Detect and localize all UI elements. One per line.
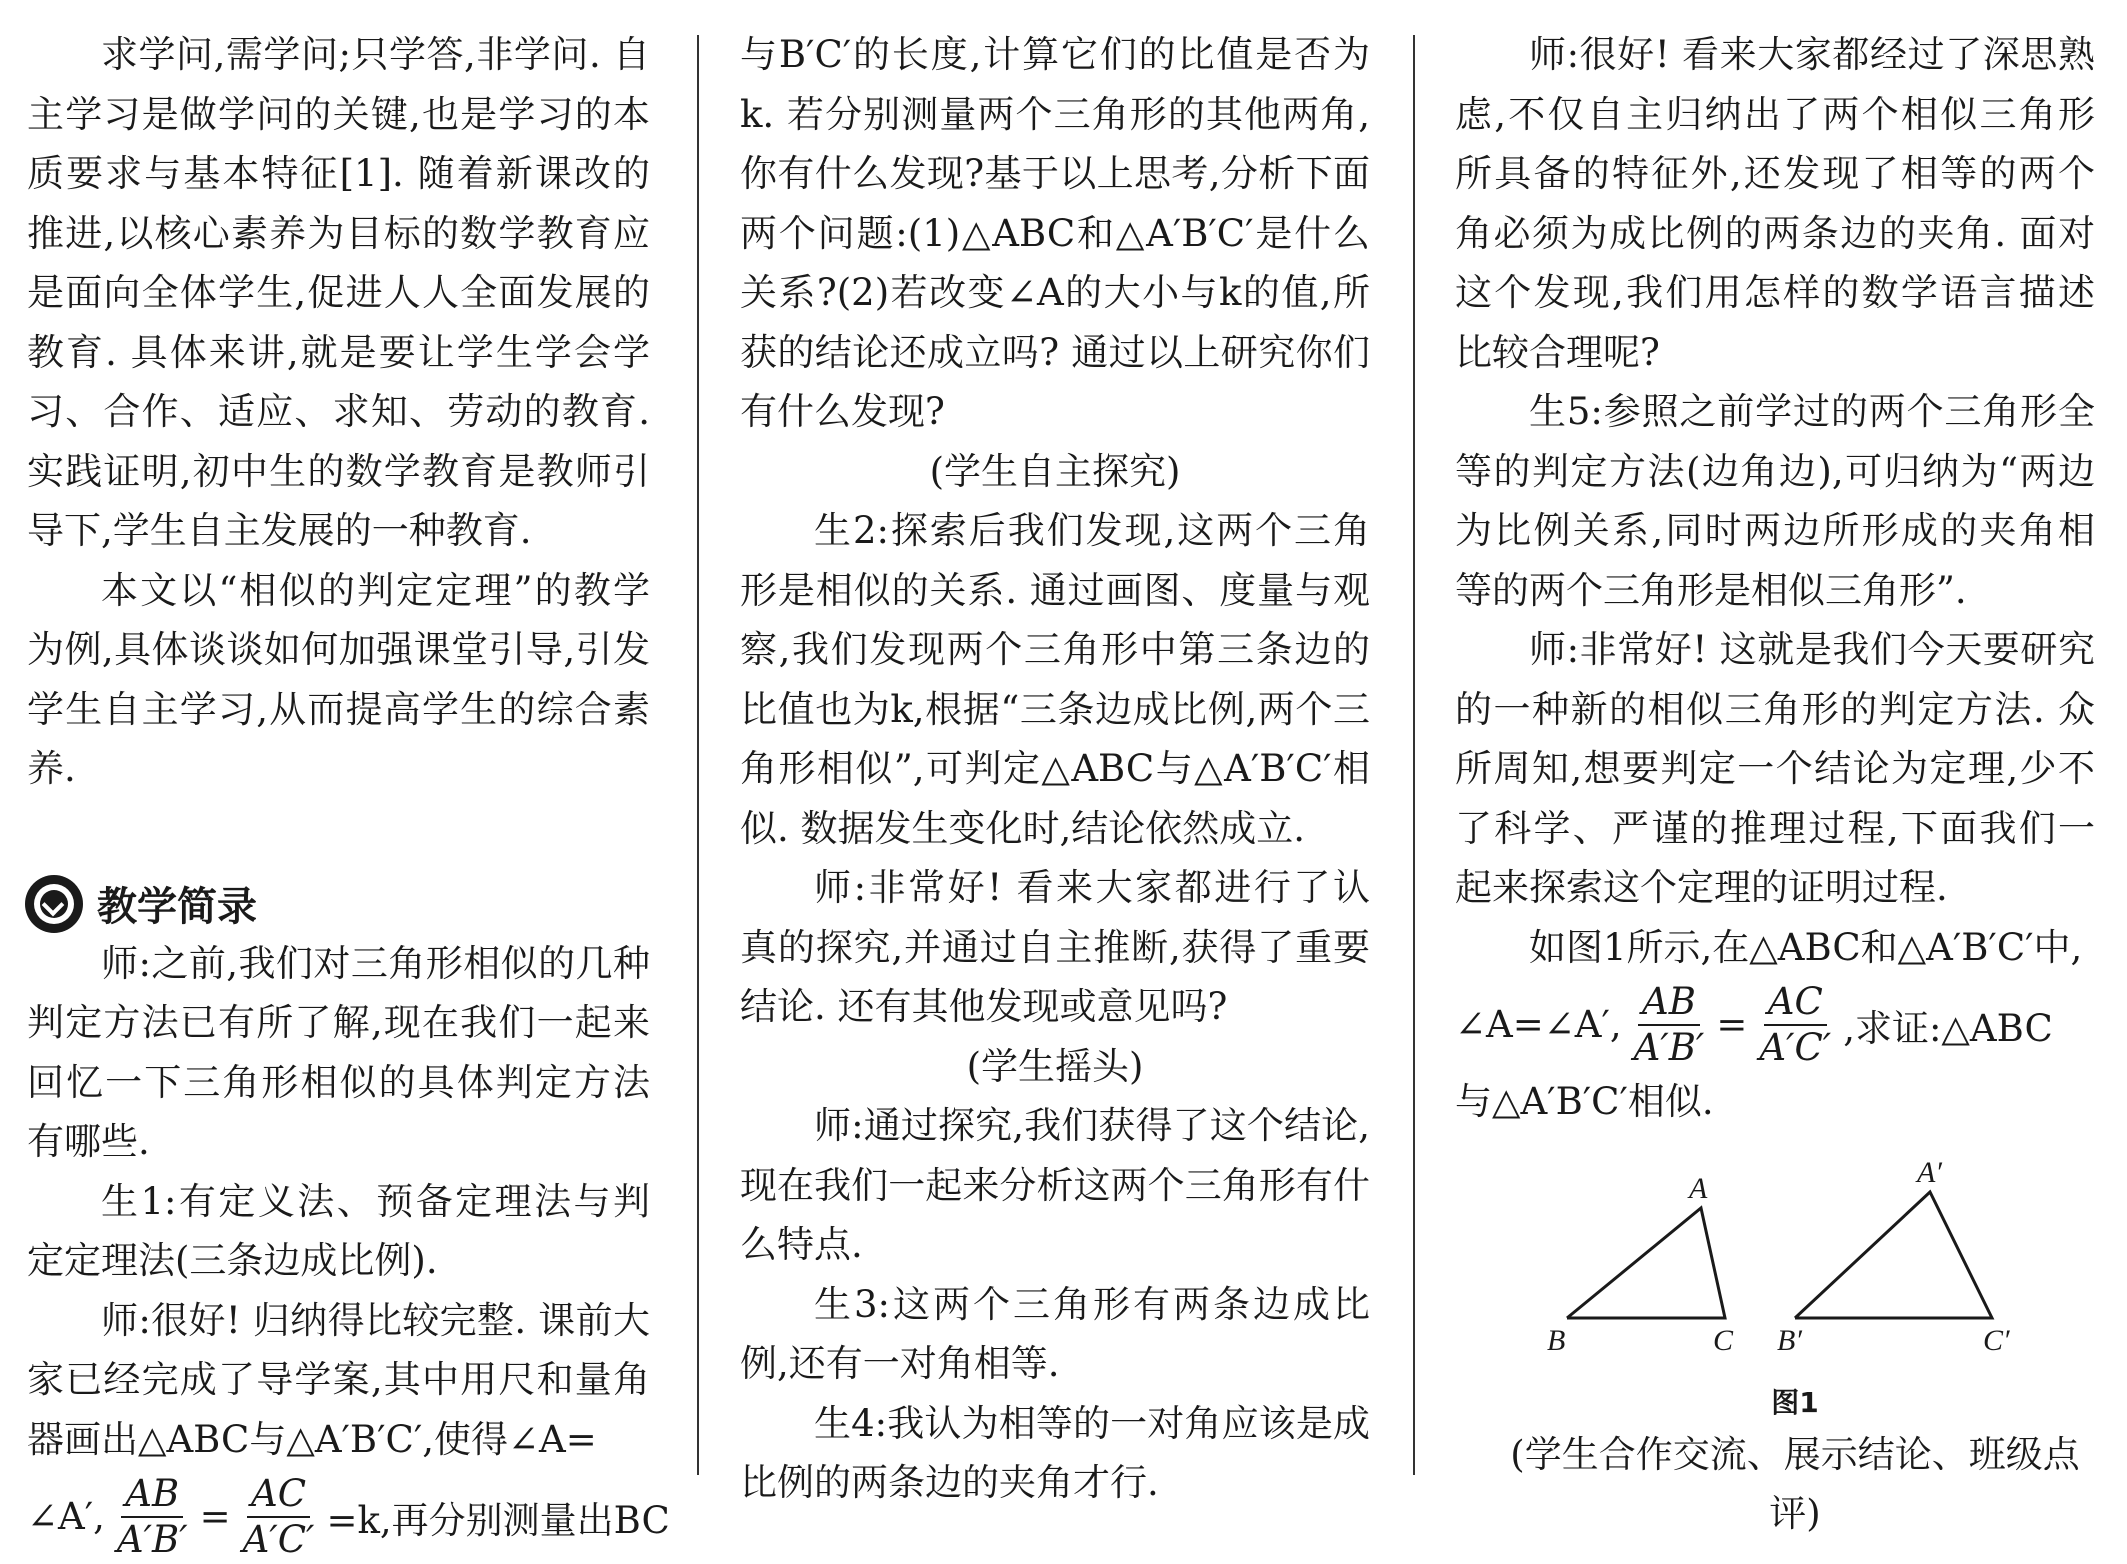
dialogue-student-3: 生3:这两个三角形有两条边成比例,还有一对角相等. (740, 1282, 1370, 1385)
column-3 (1455, 25, 2095, 1544)
intro-paragraph-2: 本文以“相似的判定定理”的教学为例,具体谈谈如何加强课堂引导,引发学生自主学习,从而提高学生的综合素养. (27, 568, 650, 790)
stage-direction-shake: (学生摇头) (966, 1044, 1144, 1088)
dialogue-student-5: 生5:参照之前学过的两个三角形全等的判定方法(边角边),可归纳为“两边为比例关系,同时两边所形成的夹角相等的两个三角形是相似三角形”. (1455, 390, 2095, 612)
equation-ratio-k: ∠A′, $\frac{AB}{A'B'}$ = $\frac{AC}{A'C'}$ =k,再分别测量出BC (27, 1471, 670, 1561)
vertex-label-c: C (1713, 1323, 1734, 1357)
section-heading (25, 874, 650, 934)
vertex-label-c-prime: C′ (1983, 1323, 2010, 1357)
dialogue-teacher-1: 师:之前,我们对三角形相似的几种判定方法已有所了解,现在我们一起来回忆一下三角形相似的具体判定方法有哪些. (27, 941, 650, 1163)
dialogue-student-4: 生4:我认为相等的一对角应该是成比例的两条边的夹角才行. (740, 1401, 1370, 1504)
dialogue-teacher-6: 师:非常好! 这就是我们今天要研究的一种新的相似三角形的判定方法. 众所周知,想要判定一个结论为定理,少不了科学、严谨的推理过程,下面我们一起来探索这个定理的证明过程. (1455, 628, 2095, 909)
fraction-ab: $\frac{AB}{A'B'}$ (1633, 979, 1705, 1069)
dialogue-teacher-2: 师:很好! 归纳得比较完整. 课前大家已经完成了导学案,其中用尺和量角器画出△ABC与△A′B′C′,使得∠A= (27, 1298, 650, 1461)
proof-setup: 如图1所示,在△ABC和△A′B′C′中, (1529, 925, 2083, 969)
figure-caption: 图1 (1771, 1385, 1819, 1419)
triangle-a2b2c2 (1795, 1192, 1992, 1318)
intro-paragraph-1: 求学问,需学问;只学答,非学问. 自主学习是做学问的关键,也是学习的本质要求与基本特征[1]. 随着新课改的推进,以核心素养为目标的数学教育应是面向全体学生,促进人人全面发展的教育. 具体来讲,就是要让学生学会学习、合作、适应、求知、劳动的教育. 实践证明,初中生的数学教育是教师引导下,学生自主发展的一种教育. (27, 33, 650, 552)
dialogue-teacher-2-cont: 与B′C′的长度,计算它们的比值是否为k. 若分别测量两个三角形的其他两角,你有什么发现?基于以上思考,分析下面两个问题:(1)△ABC和△A′B′C′是什么关系?(2)若改变∠A的大小与k的值,所获的结论还成立吗? 通过以上研究你们有什么发现? (740, 33, 1370, 433)
dialogue-teacher-5: 师:很好! 看来大家都经过了深思熟虑,不仅自主归纳出了两个相似三角形所具备的特征外,还发现了相等的两个角必须为成比例的两条边的夹角. 面对这个发现,我们用怎样的数学语言描述比较合理呢? (1455, 33, 2095, 374)
fraction-ac: $\frac{AC}{A'C'}$ (242, 1471, 315, 1561)
column-1 (27, 25, 670, 1564)
figure-1 (1455, 1140, 2095, 1380)
dialogue-student-1: 生1:有定义法、预备定理法与判定定理法(三条边成比例). (27, 1179, 650, 1282)
triangles-diagram (1455, 1140, 2095, 1380)
vertex-label-b-prime: B′ (1777, 1323, 1802, 1357)
section-title: 教学简录 (97, 884, 257, 930)
triangle-abc (1567, 1208, 1725, 1318)
equation-given: ∠A=∠A′, $\frac{AB}{A'B'}$ = $\frac{AC}{A'C'}$ ,求证:△ABC (1455, 979, 2053, 1069)
column-divider-2 (1413, 35, 1415, 1475)
vertex-label-a: A (1689, 1171, 1708, 1205)
stage-direction-explore: (学生自主探究) (929, 449, 1181, 493)
section-arrow-icon (25, 875, 83, 933)
column-2 (740, 25, 1370, 1513)
stage-direction-cooperate: (学生合作交流、展示结论、班级点评) (1510, 1432, 2080, 1535)
proof-goal: 与△A′B′C′相似. (1455, 1080, 1714, 1123)
dialogue-teacher-3: 师:非常好! 看来大家都进行了认真的探究,并通过自主推断,获得了重要结论. 还有其他发现或意见吗? (740, 866, 1370, 1028)
vertex-label-b: B (1547, 1323, 1566, 1357)
vertex-label-a-prime: A′ (1917, 1155, 1942, 1189)
column-divider-1 (697, 35, 699, 1475)
fraction-ac: $\frac{AC}{A'C'}$ (1759, 979, 1832, 1069)
dialogue-teacher-4: 师:通过探究,我们获得了这个结论,现在我们一起来分析这两个三角形有什么特点. (740, 1104, 1370, 1266)
fraction-ab: $\frac{AB}{A'B'}$ (116, 1471, 188, 1561)
dialogue-student-2: 生2:探索后我们发现,这两个三角形是相似的关系. 通过画图、度量与观察,我们发现两个三角形中第三条边的比值也为k,根据“三条边成比例,两个三角形相似”,可判定△ABC与△A′B′C′相似. 数据发生变化时,结论依然成立. (740, 509, 1370, 850)
